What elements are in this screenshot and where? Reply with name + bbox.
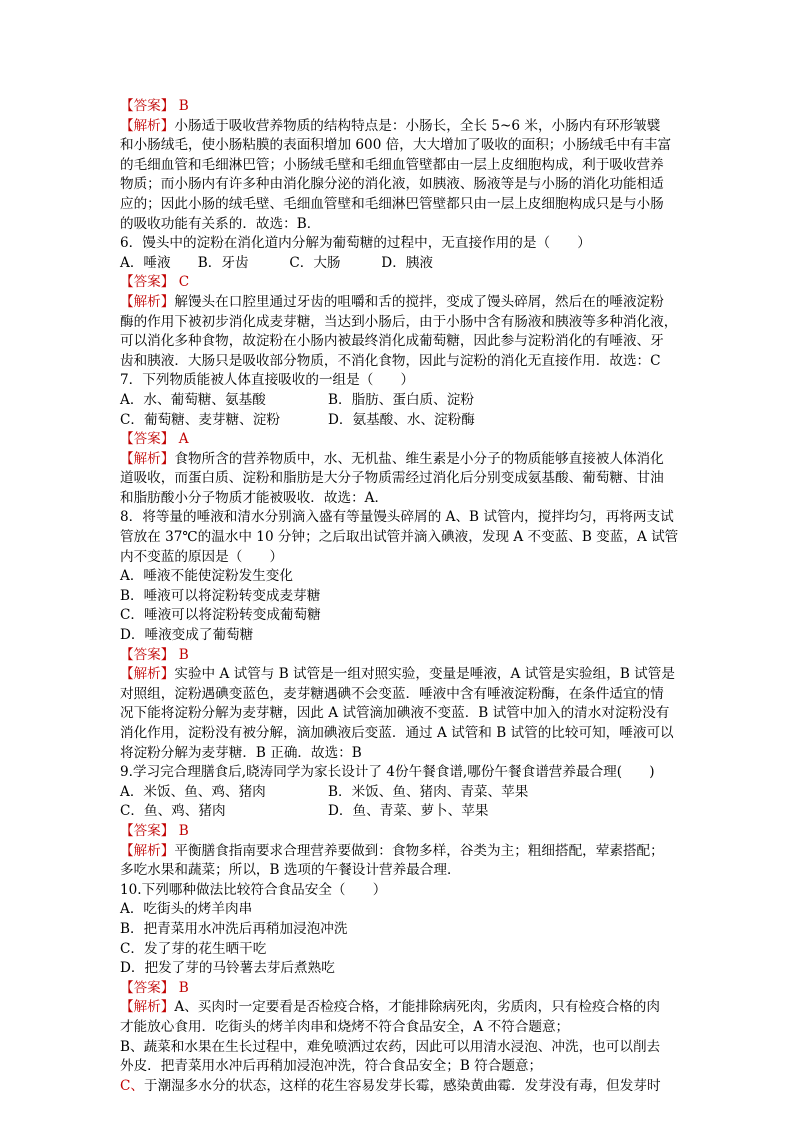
- line-text: B、蔬菜和水果在生长过程中，难免喷洒过农药，因此可以用清水浸泡、冲洗，也可以削去: [120, 1038, 661, 1055]
- text-line: [120, 352, 684, 372]
- text-line: [120, 136, 684, 156]
- line-text: 6．馒头中的淀粉在消化道内分解为葡萄糖的过程中，无直接作用的是（ ）: [120, 235, 591, 252]
- analysis-line: [120, 998, 684, 1018]
- text-line: [120, 567, 684, 587]
- analysis-tag: 【解析】: [120, 999, 175, 1016]
- option-row: [120, 802, 684, 822]
- text-line: [120, 685, 684, 705]
- text-line: [120, 724, 684, 744]
- text-line: [120, 959, 684, 979]
- answer-tag: 【答案】: [120, 646, 175, 663]
- text-line: [120, 469, 684, 489]
- line-text: 的毛细血管和毛细淋巴管；小肠绒毛壁和毛细血管壁都由一层上皮细胞构成，利于吸收营养: [120, 156, 664, 173]
- line-text: A．唾液 B．牙齿 C．大肠 D．胰液: [120, 254, 433, 271]
- analysis-line: [120, 842, 684, 862]
- text-line: [120, 332, 684, 352]
- line-text: 7．下列物质能被人体直接吸收的一组是（ ）: [120, 372, 415, 389]
- option-left: C．鱼、鸡、猪肉: [120, 803, 226, 820]
- text-line: [120, 548, 684, 568]
- answer-tag: 【答案】: [120, 431, 175, 448]
- analysis-text: 食物所含的营养物质中，水、无机盐、维生素是小分子的物质能够直接被人体消化: [174, 450, 664, 467]
- answer-value: B: [174, 646, 189, 663]
- answer-tag: 【答案】: [120, 98, 175, 114]
- text-line: [120, 626, 684, 646]
- text-line: [120, 215, 684, 235]
- analysis-tag: 【解析】: [120, 450, 175, 467]
- line-text: 物质；而小肠内有许多种由消化腺分泌的消化液，如胰液、肠液等是与小肠的消化功能相适: [120, 176, 664, 193]
- analysis-line: [120, 293, 684, 313]
- analysis-text: 平衡膳食指南要求合理营养要做到：食物多样，谷类为主；粗细搭配，荤素搭配；: [174, 842, 664, 859]
- answer-value: A: [174, 431, 189, 448]
- option-right: D．鱼、青菜、萝卜、苹果: [328, 803, 489, 820]
- answer-line: [120, 273, 684, 293]
- text-line: [120, 606, 684, 626]
- text-line: [120, 254, 684, 274]
- text-line: [120, 175, 684, 195]
- analysis-text: 小肠适于吸收营养物质的结构特点是：小肠长，全长 5~6 米，小肠内有环形皱襞: [174, 117, 661, 134]
- line-text: 管放在 37℃的温水中 10 分钟；之后取出试管并滴入碘液，发现 A 不变蓝、B 变蓝，A 试管: [120, 529, 679, 546]
- answer-line: [120, 646, 684, 666]
- line-text: 应的；因此小肠的绒毛壁、毛细血管壁和毛细淋巴管壁都只由一层上皮细胞构成只是与小肠: [120, 195, 664, 212]
- line-text: 可以消化多种食物，故淀粉在小肠内被最终消化成葡萄糖，因此参与淀粉消化的有唾液、牙: [120, 333, 664, 350]
- text-line: [120, 195, 684, 215]
- line-text: D．把发了芽的马铃薯去芽后煮熟吃: [120, 960, 335, 977]
- text-line: [120, 900, 684, 920]
- line-text: A．吃街头的烤羊肉串: [120, 901, 253, 918]
- line-text: 的吸收功能有关系的．故选：B．: [120, 215, 321, 232]
- line-text: 将淀粉分解为麦芽糖．B 正确．故选：B: [120, 744, 362, 761]
- line-text: D．唾液变成了葡萄糖: [120, 627, 254, 644]
- analysis-line: [120, 117, 684, 137]
- option-row: [120, 783, 684, 803]
- line-text: 10.下列哪种做法比较符合食品安全（ ）: [120, 881, 387, 898]
- line-text: B．唾液可以将淀粉转变成麦芽糖: [120, 587, 321, 604]
- text-line: [120, 1018, 684, 1038]
- line-text: 道吸收，而蛋白质、淀粉和脂肪是大分子物质需经过消化后分别变成氨基酸、葡萄糖、甘油: [120, 470, 664, 487]
- answer-line: [120, 979, 684, 999]
- text-line: [120, 704, 684, 724]
- text-line: [120, 861, 684, 881]
- analysis-line: [120, 665, 684, 685]
- answer-value: B: [174, 98, 189, 114]
- analysis-tag: 【解析】: [120, 293, 175, 310]
- text-line: [120, 528, 684, 548]
- option-row: [120, 391, 684, 411]
- analysis-line: [120, 450, 684, 470]
- line-text: C．发了芽的花生晒干吃: [120, 940, 267, 957]
- answer-value: B: [174, 822, 189, 839]
- option-right: B．脂肪、蛋白质、淀粉: [328, 391, 474, 408]
- text-line: [120, 881, 684, 901]
- line-text: 8．将等量的唾液和清水分别滴入盛有等量馒头碎屑的 A、B 试管内，搅拌均匀，再将两支试: [120, 509, 674, 526]
- line-text: 和小肠绒毛，使小肠粘膜的表面积增加 600 倍，大大增加了吸收的面积；小肠绒毛中有丰富: [120, 137, 672, 154]
- answer-value: C: [174, 274, 190, 291]
- analysis-tag: 【解析】: [120, 117, 175, 134]
- text-line: [120, 1057, 684, 1077]
- line-text: 对照组，淀粉遇碘变蓝色，麦芽糖遇碘不会变蓝．唾液中含有唾液淀粉酶，在条件适宜的情: [120, 685, 664, 702]
- line-text: C．唾液可以将淀粉转变成葡萄糖: [120, 607, 321, 624]
- analysis-text: A、买肉时一定要看是否检疫合格，才能排除病死肉，劣质肉，只有检疫合格的肉: [174, 999, 660, 1016]
- line-text: 酶的作用下被初步消化成麦芽糖，当达到小肠后，由于小肠中含有肠液和胰液等多种消化液，: [120, 313, 678, 330]
- text-line: [120, 508, 684, 528]
- analysis-text: 实验中 A 试管与 B 试管是一组对照实验，变量是唾液，A 试管是实验组，B 试管是: [174, 666, 675, 683]
- answer-line: [120, 430, 684, 450]
- analysis-tag: 【解析】: [120, 842, 175, 859]
- option-row: [120, 411, 684, 431]
- line-text: 才能放心食用．吃街头的烤羊肉串和烧烤不符合食品安全，A 不符合题意；: [120, 1018, 570, 1035]
- line-text: 内不变蓝的原因是（ ）: [120, 548, 284, 565]
- line-text: 多吃水果和蔬菜；所以，B 选项的午餐设计营养最合理．: [120, 862, 461, 879]
- line-text: 消化作用，淀粉没有被分解，滴加碘液后变蓝．通过 A 试管和 B 试管的比较可知，唾液可以: [120, 725, 674, 741]
- option-left: A．水、葡萄糖、氨基酸: [120, 391, 266, 408]
- line-text: B．把青菜用水冲洗后再稍加浸泡冲洗: [120, 920, 348, 937]
- text-line: [120, 489, 684, 509]
- line-text: 9.学习完合理膳食后,晓涛同学为家长设计了 4份午餐食谱,哪份午餐食谱营养最合理( ): [120, 764, 655, 781]
- text-line: [120, 234, 684, 254]
- answer-value: B: [174, 979, 189, 996]
- line-text: 况下能将淀粉分解为麦芽糖，因此 A 试管滴加碘液不变蓝．B 试管中加入的清水对淀粉没有: [120, 705, 670, 722]
- text-line: [120, 371, 684, 391]
- line-text: 外皮．把青菜用水冲后再稍加浸泡冲洗，符合食品安全；B 符合题意；: [120, 1058, 543, 1075]
- analysis-text: 解馒头在口腔里通过牙齿的咀嚼和舌的搅拌，变成了馒头碎屑，然后在的唾液淀粉: [174, 293, 664, 310]
- option-left: A．米饭、鱼、鸡、猪肉: [120, 783, 266, 800]
- text-line: [120, 587, 684, 607]
- option-marker: C、: [120, 1077, 144, 1094]
- text-line: [120, 763, 684, 783]
- line-text: 齿和胰液．大肠只是吸收部分物质，不消化食物，因此与淀粉的消化无直接作用．故选：C: [120, 352, 661, 369]
- line-text: 和脂肪酸小分子物质才能被吸收．故选：A．: [120, 489, 389, 506]
- text-line: [120, 920, 684, 940]
- analysis-tag: 【解析】: [120, 666, 175, 683]
- text-line: [120, 1038, 684, 1058]
- answer-tag: 【答案】: [120, 822, 175, 839]
- option-right: B．米饭、鱼、猪肉、青菜、苹果: [328, 783, 529, 800]
- text-line: [120, 744, 684, 764]
- line-text-rest: 于潮湿多水分的状态，这样的花生容易发芽长霉，感染黄曲霉．发芽没有毒，但发芽时: [144, 1077, 661, 1094]
- answer-tag: 【答案】: [120, 274, 175, 291]
- option-left: C．葡萄糖、麦芽糖、淀粉: [120, 411, 280, 428]
- answer-line: [120, 97, 684, 117]
- line-text: A．唾液不能使淀粉发生变化: [120, 568, 293, 585]
- line-text: [120, 1078, 661, 1094]
- text-line: [120, 313, 684, 333]
- text-line: [120, 1077, 684, 1097]
- text-line: [120, 940, 684, 960]
- answer-tag: 【答案】: [120, 979, 175, 996]
- text-line: [120, 156, 684, 176]
- option-right: D．氨基酸、水、淀粉酶: [328, 411, 475, 428]
- document-page: [120, 97, 684, 1096]
- answer-line: [120, 822, 684, 842]
